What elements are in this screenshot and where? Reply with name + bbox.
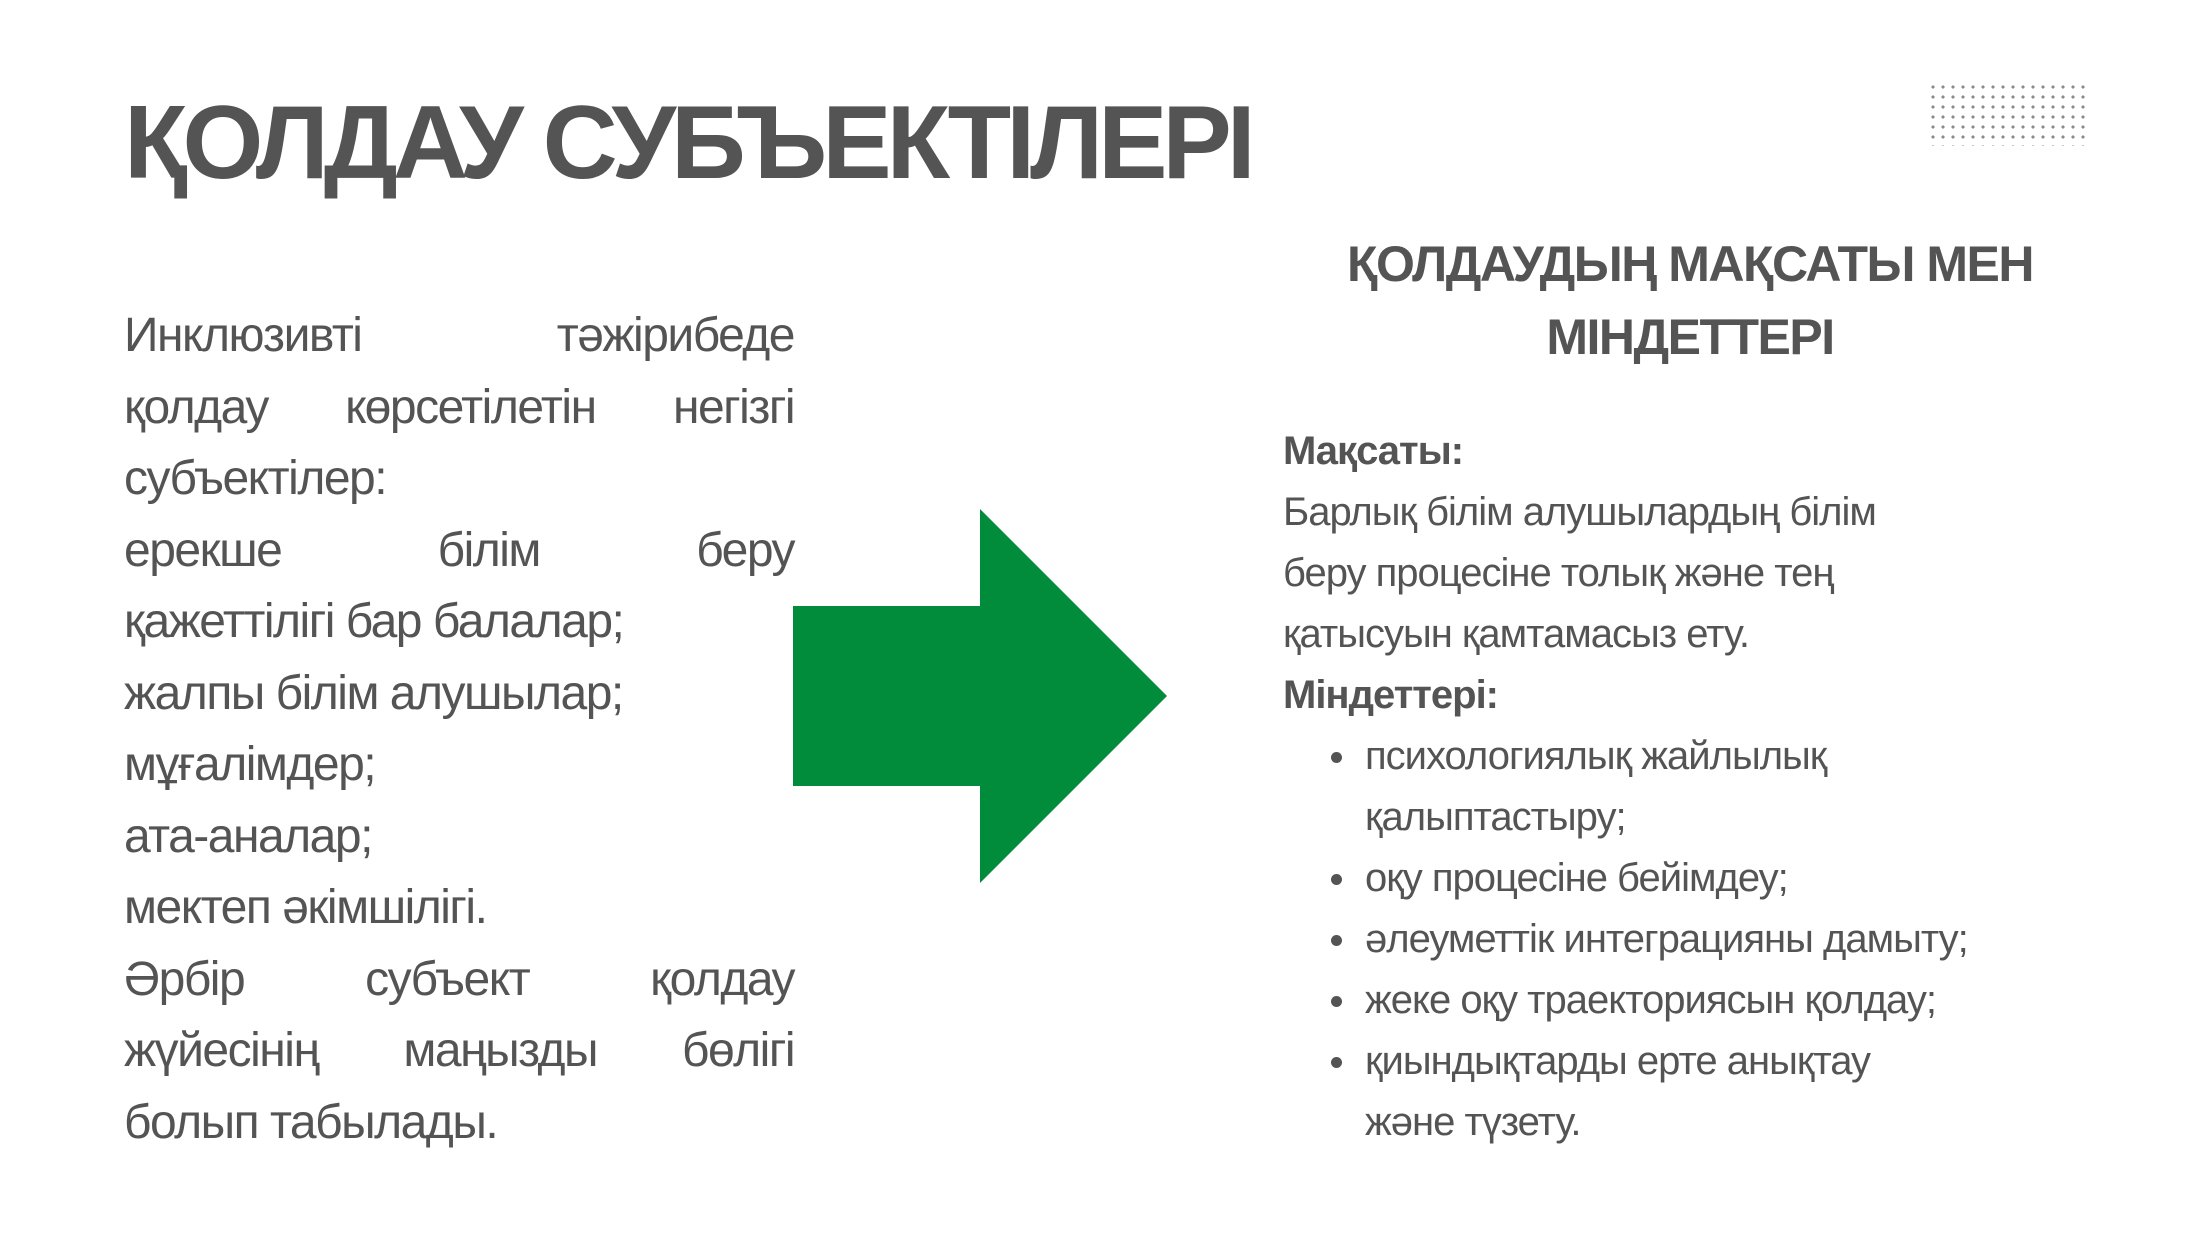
bullet-icon [1331,935,1342,946]
subjects-line: Инклюзивті тәжірибеде [124,309,794,362]
subjects-line: Әрбір субъект қолдау [124,952,794,1006]
subjects-line: ата-аналар; [124,809,372,863]
task-text-line: қиындықтарды ерте анықтау [1365,1039,1871,1083]
slide-title: ҚОЛДАУ СУБЪЕКТІЛЕРІ [124,85,1251,201]
task-text-line: жеке оқу траекториясын қолдау; [1365,978,1936,1022]
subjects-line: мектеп әкімшілігі. [124,881,487,934]
goals-heading-line: МІНДЕТТЕРІ [1546,309,1834,365]
subjects-paragraph [124,300,794,1158]
subjects-line: болып табылады. [124,1095,498,1149]
subjects-line: жалпы білім алушылар; [124,666,623,720]
subjects-line: мұғалімдер; [124,738,376,791]
tasks-label: Міндеттері: [1283,673,1498,717]
goal-text-line: беру процесіне толық және тең [1283,551,1834,595]
tasks-list [1283,726,2103,1153]
task-text-line: оқу процесіне бейімдеу; [1365,856,1788,900]
bullet-icon [1331,1057,1342,1068]
task-text-line: қалыптастыру; [1365,795,1626,839]
subjects-line: жүйесінің маңызды бөлігі [124,1024,794,1077]
goals-heading [1290,228,2090,374]
task-text-line: психологиялық жайлылық [1365,734,1827,778]
list-item [1283,848,2103,909]
list-item [1283,1031,2103,1153]
subjects-line: ерекше білім беру [124,523,794,577]
bullet-icon [1331,752,1342,763]
subjects-line: қажеттілігі бар балалар; [124,595,624,648]
right-arrow-shape [793,509,1167,883]
bullet-icon [1331,996,1342,1007]
goals-heading-line: ҚОЛДАУДЫҢ МАҚСАТЫ МЕН [1347,236,2033,292]
goal-label: Мақсаты: [1283,429,1464,473]
goal-text-line: қатысуын қамтамасыз ету. [1283,612,1749,656]
task-text-line: және түзету. [1365,1100,1581,1144]
subjects-line: субъектілер: [124,452,387,505]
subjects-line: қолдау көрсетілетін негізгі [124,380,794,434]
list-item [1283,726,2103,848]
dot-grid-decoration [1928,82,2088,146]
goals-body [1283,421,2103,1153]
list-item [1283,909,2103,970]
goal-text-line: Барлық білім алушылардың білім [1283,490,1876,534]
list-item [1283,970,2103,1031]
bullet-icon [1331,874,1342,885]
right-arrow-icon [793,509,1167,883]
task-text-line: әлеуметтік интеграцияны дамыту; [1365,917,1968,961]
